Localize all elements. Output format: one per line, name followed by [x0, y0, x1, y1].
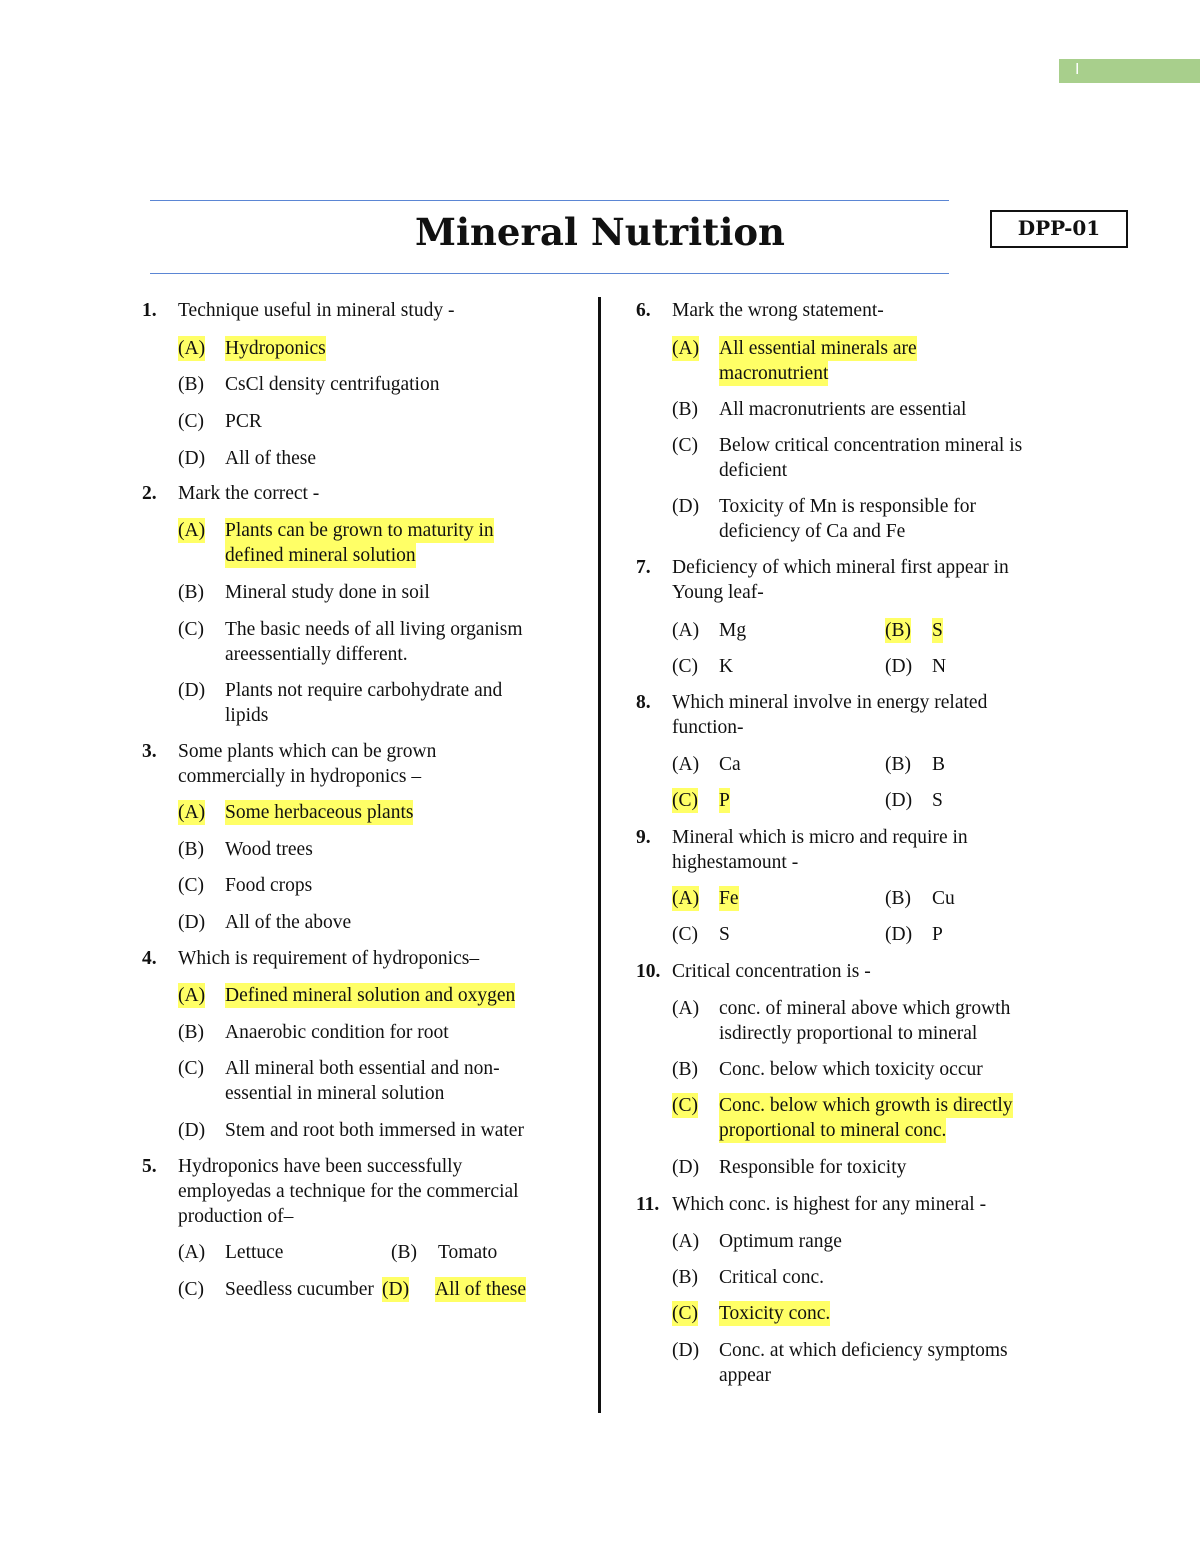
question-text: Technique useful in mineral study -	[178, 300, 455, 321]
option-text: All of the above	[225, 912, 352, 933]
option-text: All of these	[435, 1279, 526, 1300]
dpp-code-box: DPP-01	[990, 210, 1128, 248]
option-label: (A)	[672, 620, 700, 641]
question-text: Which is requirement of hydroponics–	[178, 948, 480, 969]
question-number: 1.	[142, 300, 157, 321]
question-text: highestamount -	[672, 852, 799, 873]
option-text: Lettuce	[225, 1242, 284, 1263]
option-text: Anaerobic condition for root	[225, 1022, 449, 1043]
option-text: lipids	[225, 705, 269, 726]
option-label: (A)	[672, 338, 700, 359]
option-text: Mg	[719, 620, 747, 641]
page-number: I	[1075, 61, 1080, 78]
option-label: (D)	[672, 1340, 700, 1361]
option-text: Fe	[719, 888, 739, 909]
question-number: 4.	[142, 948, 157, 969]
question-number: 8.	[636, 692, 651, 713]
option-label: (A)	[178, 802, 206, 823]
option-label: (C)	[672, 435, 698, 456]
option-label: (D)	[178, 680, 206, 701]
option-text: defined mineral solution	[225, 545, 416, 566]
question-text: Some plants which can be grown	[178, 741, 437, 762]
option-text: Stem and root both immersed in water	[225, 1120, 524, 1141]
option-text: S	[932, 620, 943, 641]
option-text: N	[932, 656, 947, 677]
option-label: (B)	[672, 1267, 698, 1288]
option-label: (C)	[178, 619, 204, 640]
option-label: (A)	[178, 338, 206, 359]
option-label: (C)	[178, 1279, 204, 1300]
option-text: Conc. at which deficiency symptoms	[719, 1340, 1008, 1361]
option-text: Cu	[932, 888, 955, 909]
option-text: Toxicity conc.	[719, 1303, 831, 1324]
option-label: (B)	[391, 1242, 417, 1263]
option-text: essential in mineral solution	[225, 1083, 445, 1104]
question-text: Critical concentration is -	[672, 961, 871, 982]
option-text: All essential minerals are	[719, 338, 917, 359]
option-label: (A)	[178, 985, 206, 1006]
option-text: All mineral both essential and non-	[225, 1058, 500, 1079]
option-text: Toxicity of Mn is responsible for	[719, 496, 976, 517]
option-text: Plants can be grown to maturity in	[225, 520, 494, 541]
question-text: Mark the correct -	[178, 483, 320, 504]
option-label: (D)	[178, 448, 206, 469]
option-text: K	[719, 656, 734, 677]
option-label: (B)	[885, 888, 911, 909]
option-text: Seedless cucumber	[225, 1279, 374, 1300]
option-text: Critical conc.	[719, 1267, 825, 1288]
option-label: (C)	[672, 1303, 698, 1324]
option-text: Plants not require carbohydrate and	[225, 680, 503, 701]
page-number-tab	[1059, 59, 1200, 83]
option-text: proportional to mineral conc.	[719, 1120, 947, 1141]
option-label: (B)	[885, 620, 911, 641]
option-label: (C)	[672, 924, 698, 945]
option-label: (C)	[672, 790, 698, 811]
question-number: 9.	[636, 827, 651, 848]
option-text: CsCl density centrifugation	[225, 374, 440, 395]
question-number: 7.	[636, 557, 651, 578]
option-label: (B)	[672, 1059, 698, 1080]
option-label: (B)	[178, 582, 204, 603]
option-label: (B)	[885, 754, 911, 775]
question-text: Mark the wrong statement-	[672, 300, 884, 321]
title-rule-bottom	[150, 273, 949, 274]
option-text: Optimum range	[719, 1231, 842, 1252]
option-text: Ca	[719, 754, 741, 775]
option-label: (A)	[178, 520, 206, 541]
option-label: (A)	[672, 888, 700, 909]
option-label: (B)	[178, 374, 204, 395]
question-text: production of–	[178, 1206, 294, 1227]
option-text: S	[932, 790, 943, 811]
option-text: Food crops	[225, 875, 313, 896]
option-text: Conc. below which growth is directly	[719, 1095, 1013, 1116]
option-label: (C)	[178, 875, 204, 896]
option-text: Hydroponics	[225, 338, 326, 359]
option-text: Conc. below which toxicity occur	[719, 1059, 983, 1080]
option-label: (D)	[885, 924, 913, 945]
option-text: appear	[719, 1365, 771, 1386]
option-label: (C)	[178, 1058, 204, 1079]
option-text: All of these	[225, 448, 316, 469]
option-label: (D)	[178, 1120, 206, 1141]
question-text: Which conc. is highest for any mineral -	[672, 1194, 987, 1215]
option-label: (A)	[178, 1242, 206, 1263]
option-label: (B)	[178, 839, 204, 860]
option-label: (A)	[672, 1231, 700, 1252]
question-number: 11.	[636, 1194, 660, 1215]
question-text: Hydroponics have been successfully	[178, 1156, 463, 1177]
option-label: (D)	[885, 790, 913, 811]
option-text: Some herbaceous plants	[225, 802, 414, 823]
option-text: isdirectly proportional to mineral	[719, 1023, 978, 1044]
option-text: The basic needs of all living organism	[225, 619, 523, 640]
option-text: deficient	[719, 460, 788, 481]
question-text: Young leaf-	[672, 582, 764, 603]
option-text: All macronutrients are essential	[719, 399, 967, 420]
option-text: conc. of mineral above which growth	[719, 998, 1011, 1019]
option-text: areessentially different.	[225, 644, 408, 665]
question-number: 3.	[142, 741, 157, 762]
option-text: PCR	[225, 411, 262, 432]
title-rule-top	[150, 200, 949, 201]
option-text: Wood trees	[225, 839, 313, 860]
question-text: Mineral which is micro and require in	[672, 827, 968, 848]
option-text: Tomato	[438, 1242, 498, 1263]
option-label: (A)	[672, 754, 700, 775]
question-text: Which mineral involve in energy related	[672, 692, 988, 713]
option-text: P	[932, 924, 943, 945]
page-title: Mineral Nutrition	[415, 210, 785, 254]
option-text: Mineral study done in soil	[225, 582, 430, 603]
option-label: (B)	[178, 1022, 204, 1043]
option-label: (C)	[672, 1095, 698, 1116]
option-label: (C)	[672, 656, 698, 677]
option-text: P	[719, 790, 730, 811]
question-text: employedas a technique for the commercial	[178, 1181, 519, 1202]
question-text: function-	[672, 717, 744, 738]
option-label: (D)	[178, 912, 206, 933]
option-text: Responsible for toxicity	[719, 1157, 907, 1178]
option-label: (C)	[178, 411, 204, 432]
question-number: 2.	[142, 483, 157, 504]
option-label: (D)	[672, 1157, 700, 1178]
option-text: B	[932, 754, 946, 775]
option-label: (B)	[672, 399, 698, 420]
option-label: (D)	[672, 496, 700, 517]
question-number: 5.	[142, 1156, 157, 1177]
option-label: (D)	[382, 1279, 410, 1300]
question-text: Deficiency of which mineral first appear in	[672, 557, 1009, 578]
option-text: S	[719, 924, 730, 945]
option-text: Below critical concentration mineral is	[719, 435, 1023, 456]
option-text: deficiency of Ca and Fe	[719, 521, 906, 542]
question-number: 6.	[636, 300, 651, 321]
option-label: (A)	[672, 998, 700, 1019]
option-text: Defined mineral solution and oxygen	[225, 985, 516, 1006]
question-text: commercially in hydroponics –	[178, 766, 422, 787]
column-divider	[598, 297, 601, 1413]
question-number: 10.	[636, 961, 661, 982]
option-label: (D)	[885, 656, 913, 677]
option-text: macronutrient	[719, 363, 829, 384]
